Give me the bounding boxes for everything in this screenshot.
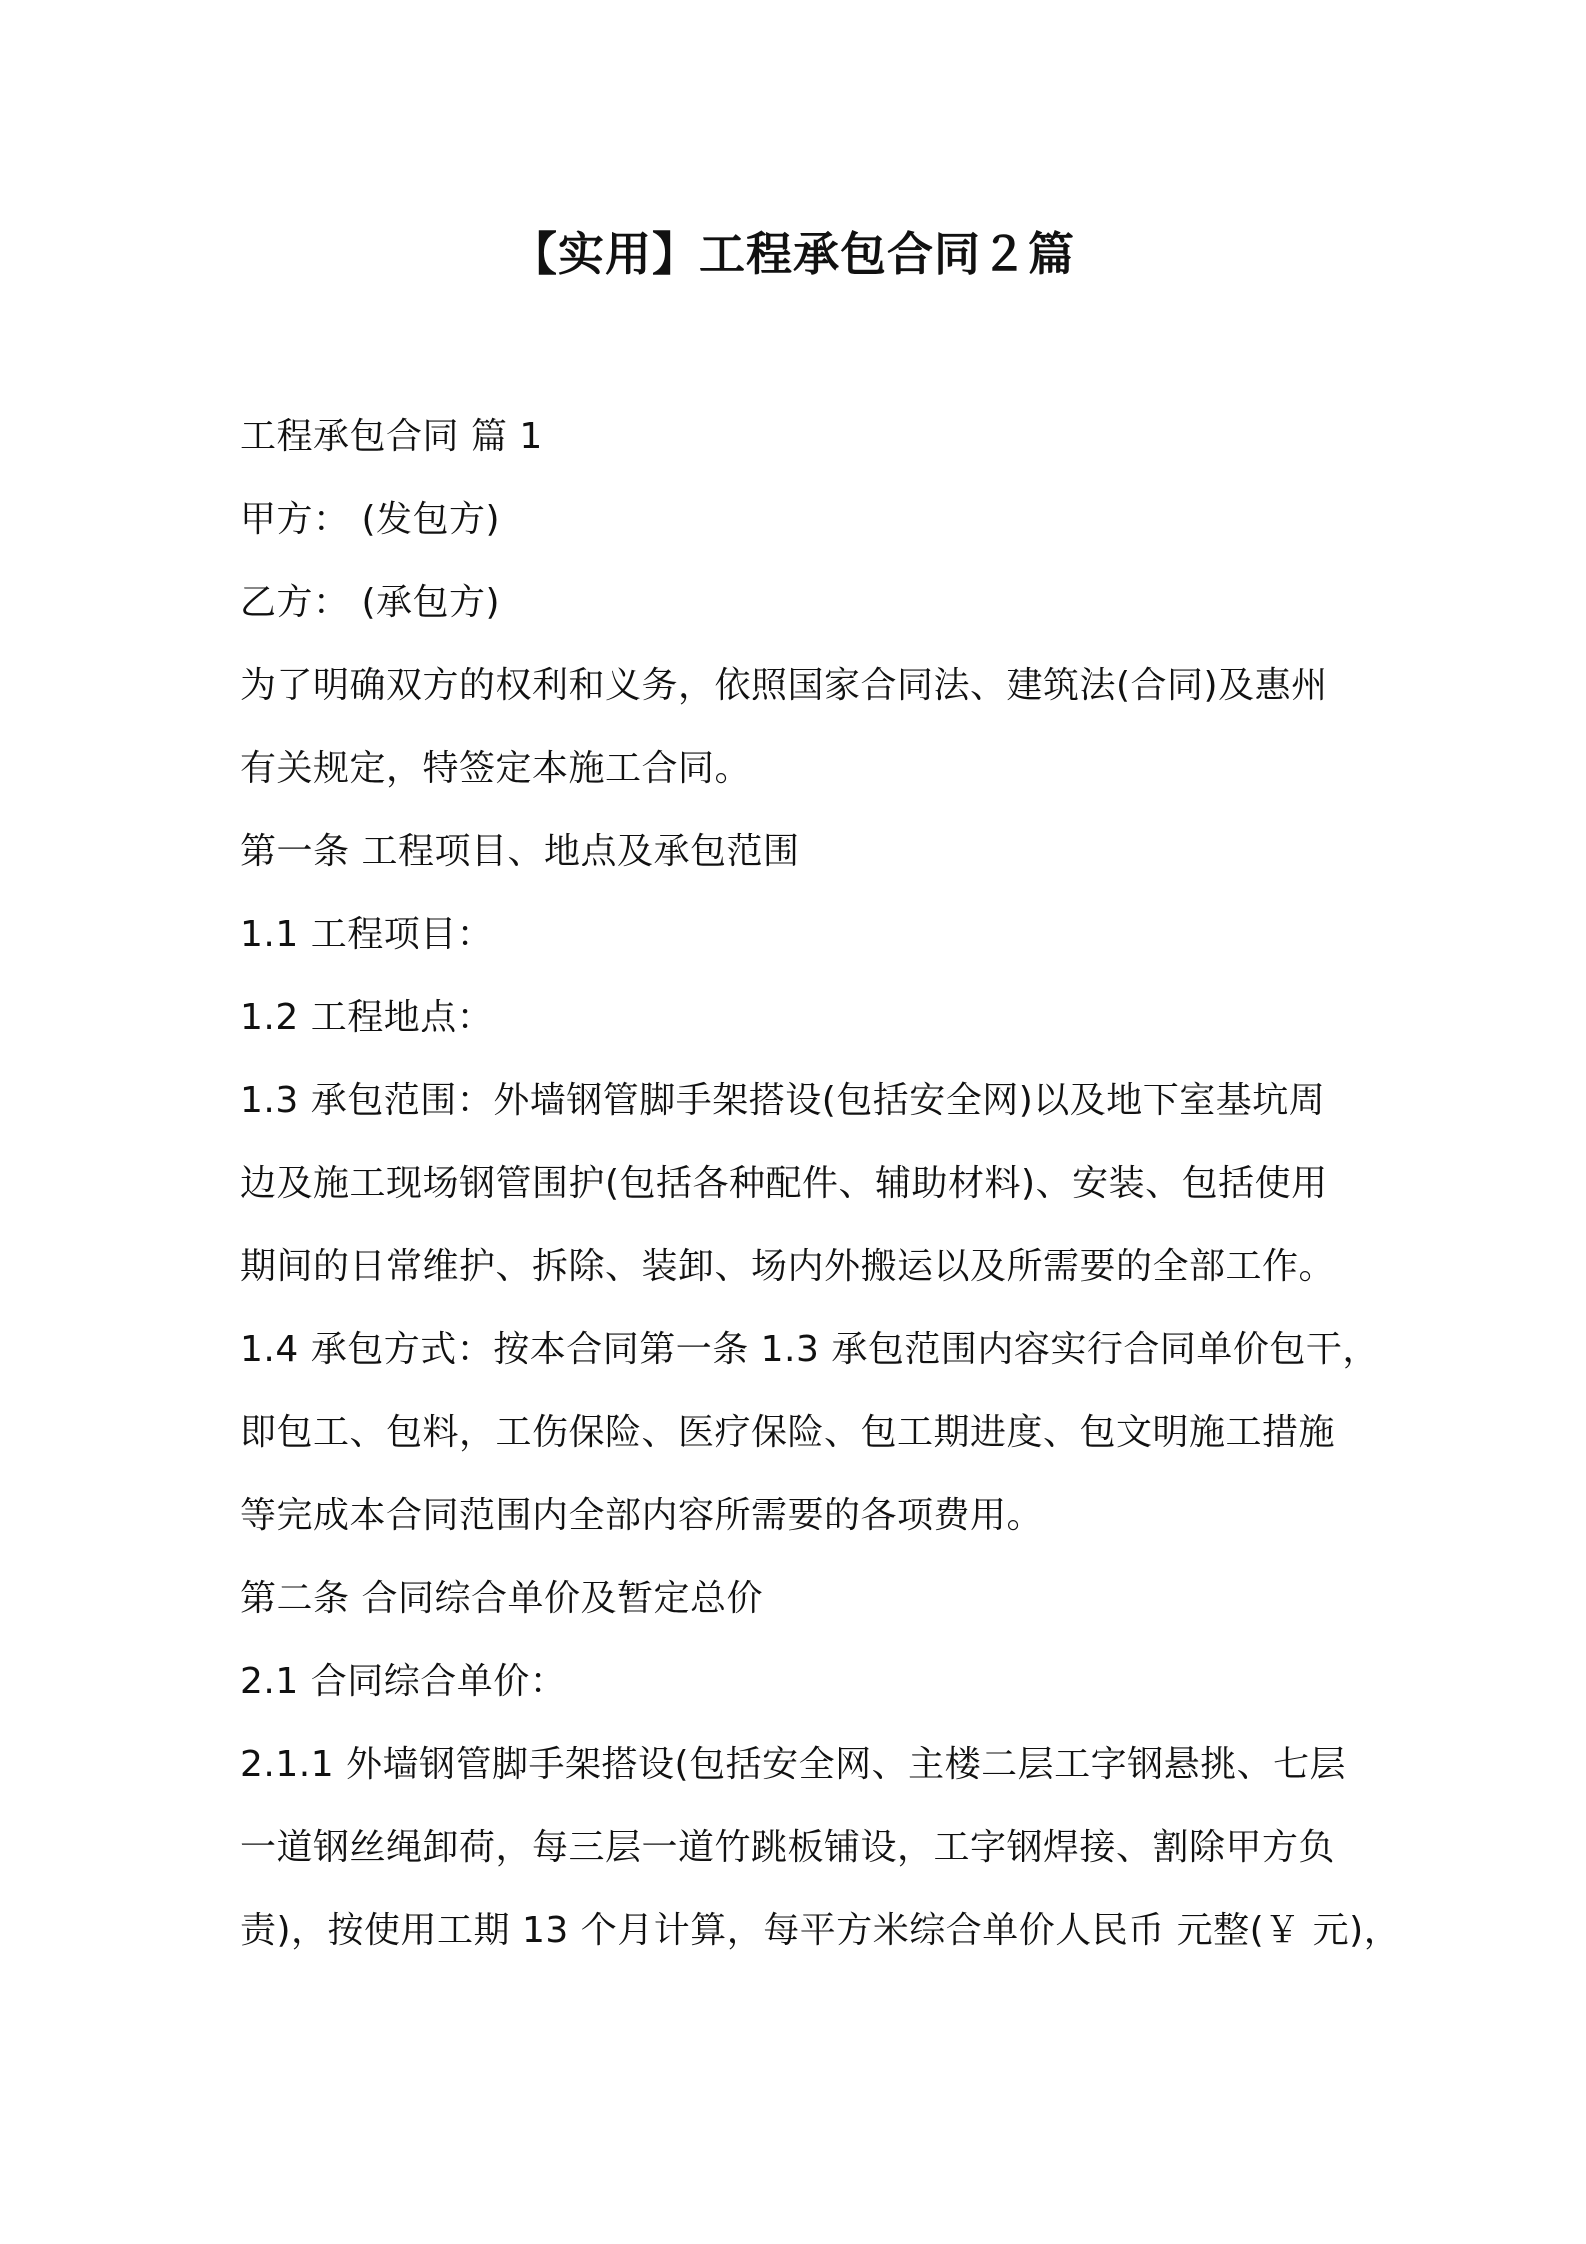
body-text-line: 等完成本合同范围内全部内容所需要的各项费用。	[240, 1495, 1044, 1536]
clause-line: 1.3 承包范围：外墙钢管脚手架搭设(包括安全网)以及地下室基坑周	[240, 1080, 1326, 1121]
body-text-line: 责)，按使用工期 13 个月计算，每平方米综合单价人民币 元整(￥ 元)，	[240, 1910, 1401, 1951]
body-text-line: 期间的日常维护、拆除、装卸、场内外搬运以及所需要的全部工作。	[240, 1246, 1336, 1287]
body-text-line: 一道钢丝绳卸荷，每三层一道竹跳板铺设，工字钢焊接、割除甲方负	[240, 1827, 1336, 1868]
body-text-line: 有关规定，特签定本施工合同。	[240, 748, 752, 789]
body-text-line: 边及施工现场钢管围护(包括各种配件、辅助材料)、安装、包括使用	[240, 1163, 1328, 1204]
section-heading: 工程承包合同 篇 1	[240, 416, 543, 457]
clause-line: 1.1 工程项目：	[240, 914, 494, 955]
clause-line: 1.4 承包方式：按本合同第一条 1.3 承包范围内容实行合同单价包干，	[240, 1329, 1379, 1370]
article-heading: 第一条 工程项目、地点及承包范围	[240, 831, 800, 872]
party-b-line: 乙方： (承包方)	[240, 582, 501, 623]
body-text-line: 为了明确双方的权利和义务，依照国家合同法、建筑法(合同)及惠州	[240, 665, 1328, 706]
article-heading: 第二条 合同综合单价及暂定总价	[240, 1578, 763, 1619]
clause-line: 2.1 合同综合单价：	[240, 1661, 567, 1702]
party-a-line: 甲方： (发包方)	[240, 499, 501, 540]
clause-line: 1.2 工程地点：	[240, 997, 494, 1038]
clause-line: 2.1.1 外墙钢管脚手架搭设(包括安全网、主楼二层工字钢悬挑、七层	[240, 1744, 1347, 1785]
body-text-line: 即包工、包料，工伤保险、医疗保险、包工期进度、包文明施工措施	[240, 1412, 1336, 1453]
document-title: 【实用】工程承包合同２篇	[511, 227, 1075, 281]
